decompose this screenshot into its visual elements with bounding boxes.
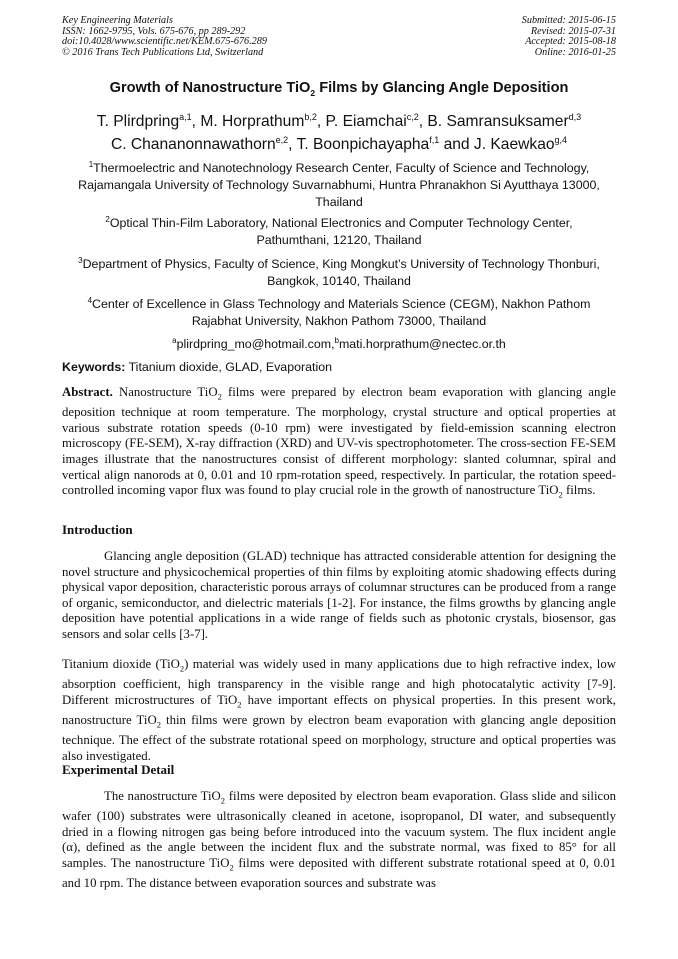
title-subscript: 2 xyxy=(310,87,316,98)
email-b: mati.horprathum@nectec.or.th xyxy=(338,337,506,352)
subscript: 2 xyxy=(156,719,161,730)
affiliation-number: 4 xyxy=(87,296,93,305)
subscript: 2 xyxy=(229,862,234,873)
author-name: P. Eiamchai xyxy=(325,113,407,131)
journal-issn: ISSN: 1662-9795, Vols. 675-676, pp 289-292 xyxy=(62,25,246,37)
experimental-paragraph xyxy=(62,789,616,892)
author-name: C. Chananonnawathorn xyxy=(110,136,276,154)
abstract-text: films. xyxy=(562,483,596,498)
author-sup: c,2 xyxy=(406,112,419,122)
author-sup: d,3 xyxy=(568,112,582,122)
author-sup: e,2 xyxy=(275,135,289,146)
paragraph-text: have important effects on physical properties. In this present work, nanostructure TiO xyxy=(62,692,616,727)
abstract-text: films were prepared by electron beam evaporation with glancing angle deposition technique at room temperature. The morphology, crystal structure and optical properties at various substrate rotation speeds (0-10 rpm) were investigated by field-emission scanning electron microscopy (FE-SEM), X-ray diffraction (XRD) and UV-vis spectrophotometer. The cross-section FE-SEM images illustrate that the nanostructures consist of different morphology: slanted columnar, spiral and vertical align nanorods at 0, 0.01 and 10 rpm-rotation speed, respectively. In particular, the rotation speed-controlled incoming vapor flux was found to play crucial role in the growth of nanostructure TiO xyxy=(62,385,616,498)
keywords-text: Titanium dioxide, GLAD, Evaporation xyxy=(125,360,332,374)
affiliation-line: Rajabhat University, Nakhon Pathom 73000, Thailand xyxy=(191,314,487,329)
author-emails xyxy=(60,332,618,353)
author-line xyxy=(40,131,638,154)
publication-dates xyxy=(522,16,616,58)
journal-copyright: © 2016 Trans Tech Publications Ltd, Switzerland xyxy=(62,46,264,58)
author-separator: and xyxy=(439,136,474,154)
author-separator: , xyxy=(288,136,297,154)
title-part: Growth of Nanostructure TiO xyxy=(109,80,311,96)
affiliation-3 xyxy=(60,252,618,290)
paper-title xyxy=(40,80,638,98)
subscript: 2 xyxy=(217,391,222,402)
abstract-label: Abstract. xyxy=(62,385,113,399)
email-sup: a xyxy=(172,336,177,345)
affiliation-line: Optical Thin-Film Laboratory, National Electronics and Computer Technology Center, xyxy=(109,216,573,231)
section-heading-experimental: Experimental Detail xyxy=(62,762,175,777)
journal-info xyxy=(62,16,267,58)
paragraph-text: films were deposited by electron beam evaporation. Glass slide and silicon wafer (100) substrates were ultrasonically cleaned in acetone, isopropanol, DI water, and subsequently dried in a flowing nitrogen gas being before introduced into the vacuum system. The flux incident angle (α), defined as the angle between the incident flux and the substrate normal, was fixed to 85° for all samples. The nanostructure TiO xyxy=(62,789,617,870)
author-name: J. Kaewkao xyxy=(473,136,555,154)
author-sup: b,2 xyxy=(304,112,317,122)
author-sup: f,1 xyxy=(429,135,440,146)
author-list xyxy=(40,108,638,154)
author-separator: , xyxy=(191,113,201,131)
introduction-paragraph-2 xyxy=(62,657,616,764)
date-submitted: Submitted: 2015-06-15 xyxy=(521,15,616,26)
abstract xyxy=(62,385,616,503)
affiliation-line: Thailand xyxy=(315,195,363,210)
affiliation-4 xyxy=(60,292,618,330)
paragraph-text: films were deposited with different substrate rotational speed at 0, 0.01 and 10 rpm. The distance between evaporation sources and substrate was xyxy=(62,855,616,891)
journal-doi: doi:10.4028/www.scientific.net/KEM.675-676.289 xyxy=(62,36,267,48)
subscript: 2 xyxy=(220,795,226,806)
affiliation-line: Department of Physics, Faculty of Science, King Mongkut’s University of Technology Thonburi, xyxy=(82,257,600,272)
section-heading-introduction: Introduction xyxy=(62,522,133,537)
affiliation-2 xyxy=(60,211,618,249)
author-sup: a,1 xyxy=(179,112,192,122)
affiliation-number: 1 xyxy=(88,160,94,169)
subscript: 2 xyxy=(237,699,242,710)
affiliation-line: Rajamangala University of Technology Suvarnabhumi, Huntra Phranakhon Si Ayutthaya 13000, xyxy=(78,178,600,193)
author-name: M. Horprathum xyxy=(200,113,305,131)
date-accepted: Accepted: 2015-08-18 xyxy=(525,36,616,48)
email-sup: b xyxy=(334,336,339,345)
author-name: T. Boonpichayapha xyxy=(296,136,430,154)
paragraph-text: Titanium dioxide (TiO xyxy=(62,657,180,671)
email-a: plirdpring_mo@hotmail.com, xyxy=(176,337,335,352)
keywords xyxy=(62,360,616,374)
affiliation-line: Thermoelectric and Nanotechnology Research Center, Faculty of Science and Technology, xyxy=(93,161,590,176)
date-online: Online: 2016-01-25 xyxy=(534,46,616,58)
author-separator: , xyxy=(316,113,326,131)
author-sup: g,4 xyxy=(554,135,568,146)
keywords-label: Keywords: xyxy=(62,360,126,374)
subscript: 2 xyxy=(179,663,185,674)
date-revised: Revised: 2015-07-31 xyxy=(530,25,616,37)
affiliation-line: Pathumthani, 12120, Thailand xyxy=(256,233,422,248)
paragraph-text: ) material was widely used in many applications due to high refractive index, low absorption coefficient, high transparency in the visible range and high photocatalytic activity [7-9]. Different microstructures of TiO xyxy=(62,657,616,707)
affiliation-number: 2 xyxy=(105,215,110,224)
author-name: B. Samransuksamer xyxy=(427,113,569,131)
affiliation-line: Center of Excellence in Glass Technology and Materials Science (CEGM), Nakhon Pathom xyxy=(92,297,591,312)
author-name: T. Plirdpring xyxy=(96,113,180,131)
affiliation-1 xyxy=(60,156,618,211)
abstract-text: Nanostructure TiO xyxy=(112,385,218,399)
subscript: 2 xyxy=(558,489,563,500)
affiliation-line: Bangkok, 10140, Thailand xyxy=(267,274,411,289)
title-part: Films by Glancing Angle Deposition xyxy=(315,80,569,96)
author-line: T. Plirdpring$^{a,1}$, M. Horprathum$^{b,2}$, P. Eiamchai$^{c,2}$, B. Samransuksamer$^{d,3}$ xyxy=(96,112,582,131)
paragraph-text: Glancing angle deposition (GLAD) technique has attracted considerable attention for designing the novel structure and physicochemical properties of thin films by exploiting atomic shadowing effects during physical vapor deposition, characteristic porous arrays of columnar structures can be produced from a range of organic, semiconductor, and dielectric materials [1-2]. For instance, the films growths by glancing angle deposition have potential applications in a wide range of fields such as photonic crystals, biosensor, gas sensors and solar cells [3-7]. xyxy=(62,549,616,641)
paragraph-text: thin films were grown by electron beam evaporation with glancing angle deposition technique. The effect of the substrate rotational speed on morphology, structure and optical properties was also investigated. xyxy=(62,712,616,763)
introduction-paragraph-1 xyxy=(62,549,616,643)
paragraph-text: The nanostructure TiO xyxy=(104,789,221,803)
affiliation-number: 3 xyxy=(78,256,83,265)
journal-name: Key Engineering Materials xyxy=(62,15,173,26)
